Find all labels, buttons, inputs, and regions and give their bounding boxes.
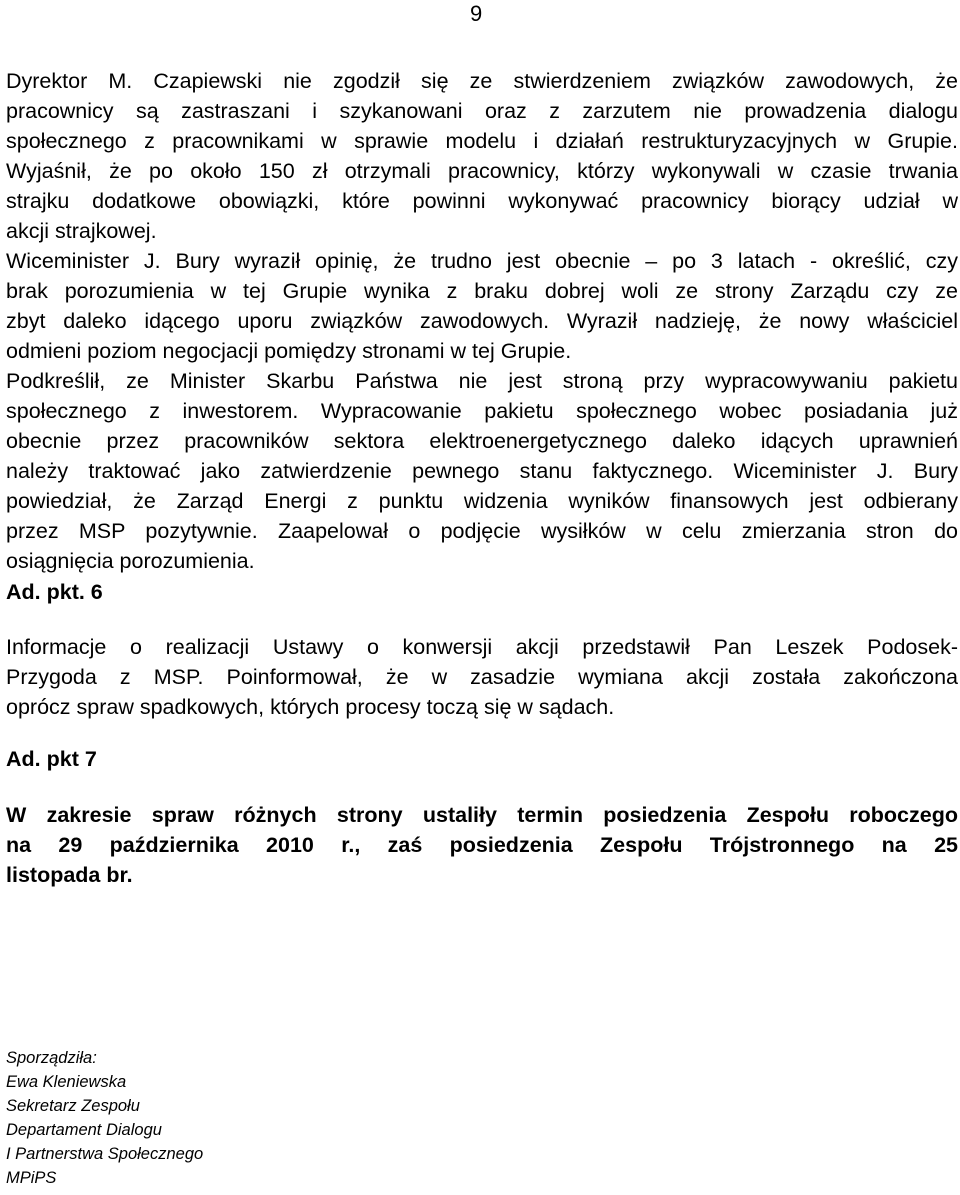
text-line: listopada br. <box>6 863 133 887</box>
signature-line: Departament Dialogu <box>6 1121 162 1139</box>
text-line: przez MSP pozytywnie. Zaapelował o podjęcie wysiłków w celu zmierzania stron do <box>6 519 958 543</box>
text-line: osiągnięcia porozumienia. <box>6 549 255 573</box>
text-line: Informacje o realizacji Ustawy o konwersji akcji przedstawił Pan Leszek Podosek- <box>6 635 958 659</box>
text-line: należy traktować jako zatwierdzenie pewnego stanu faktycznego. Wiceminister J. Bury <box>6 459 958 483</box>
paragraph-1 <box>6 66 958 246</box>
heading-ad-pkt-7: Ad. pkt 7 <box>6 747 97 771</box>
page-number: 9 <box>470 1 483 26</box>
text-line: pracownicy są zastraszani i szykanowani oraz z zarzutem nie prowadzenia dialogu <box>6 99 958 123</box>
text-line: społecznego z inwestorem. Wypracowanie pakietu społecznego wobec posiadania już <box>6 399 958 423</box>
text-line: W zakresie spraw różnych strony ustaliły termin posiedzenia Zespołu roboczego <box>6 803 958 827</box>
signature-line: MPiPS <box>6 1169 57 1187</box>
paragraph-2 <box>6 246 958 366</box>
text-line: powiedział, że Zarząd Energi z punktu widzenia wyników finansowych jest odbierany <box>6 489 958 513</box>
document-body <box>6 66 958 576</box>
signature-block <box>6 1046 203 1190</box>
paragraph-3 <box>6 366 958 576</box>
signature-line: Sporządziła: <box>6 1049 97 1067</box>
text-line: zbyt daleko idącego uporu związków zawodowych. Wyraził nadzieję, że nowy właściciel <box>6 309 958 333</box>
text-line: społecznego z pracownikami w sprawie modelu i działań restrukturyzacyjnych w Grupie. <box>6 129 958 153</box>
paragraph-4 <box>6 632 958 722</box>
text-line: Dyrektor M. Czapiewski nie zgodził się ze stwierdzeniem związków zawodowych, że <box>6 69 958 93</box>
text-line: brak porozumienia w tej Grupie wynika z braku dobrej woli ze strony Zarządu czy ze <box>6 279 958 303</box>
text-line: odmieni poziom negocjacji pomiędzy stronami w tej Grupie. <box>6 339 572 363</box>
text-line: obecnie przez pracowników sektora elektroenergetycznego daleko idących uprawnień <box>6 429 958 453</box>
text-line: akcji strajkowej. <box>6 219 157 243</box>
text-line: Podkreślił, ze Minister Skarbu Państwa nie jest stroną przy wypracowywaniu pakietu <box>6 369 958 393</box>
signature-line: I Partnerstwa Społecznego <box>6 1145 204 1163</box>
text-line: oprócz spraw spadkowych, których procesy toczą się w sądach. <box>6 695 615 719</box>
text-line: Wiceminister J. Bury wyraził opinię, że trudno jest obecnie – po 3 latach - określić, czy <box>6 249 958 273</box>
text-line: strajku dodatkowe obowiązki, które powinni wykonywać pracownicy biorący udział w <box>6 189 958 213</box>
paragraph-5 <box>6 800 958 890</box>
signature-line: Sekretarz Zespołu <box>6 1097 140 1115</box>
text-line: Przygoda z MSP. Poinformował, że w zasadzie wymiana akcji została zakończona <box>6 665 958 689</box>
heading-ad-pkt-6: Ad. pkt. 6 <box>6 580 103 604</box>
signature-line: Ewa Kleniewska <box>6 1073 127 1091</box>
text-line: na 29 października 2010 r., zaś posiedzenia Zespołu Trójstronnego na 25 <box>6 833 958 857</box>
text-line: Wyjaśnił, że po około 150 zł otrzymali pracownicy, którzy wykonywali w czasie trwania <box>6 159 958 183</box>
